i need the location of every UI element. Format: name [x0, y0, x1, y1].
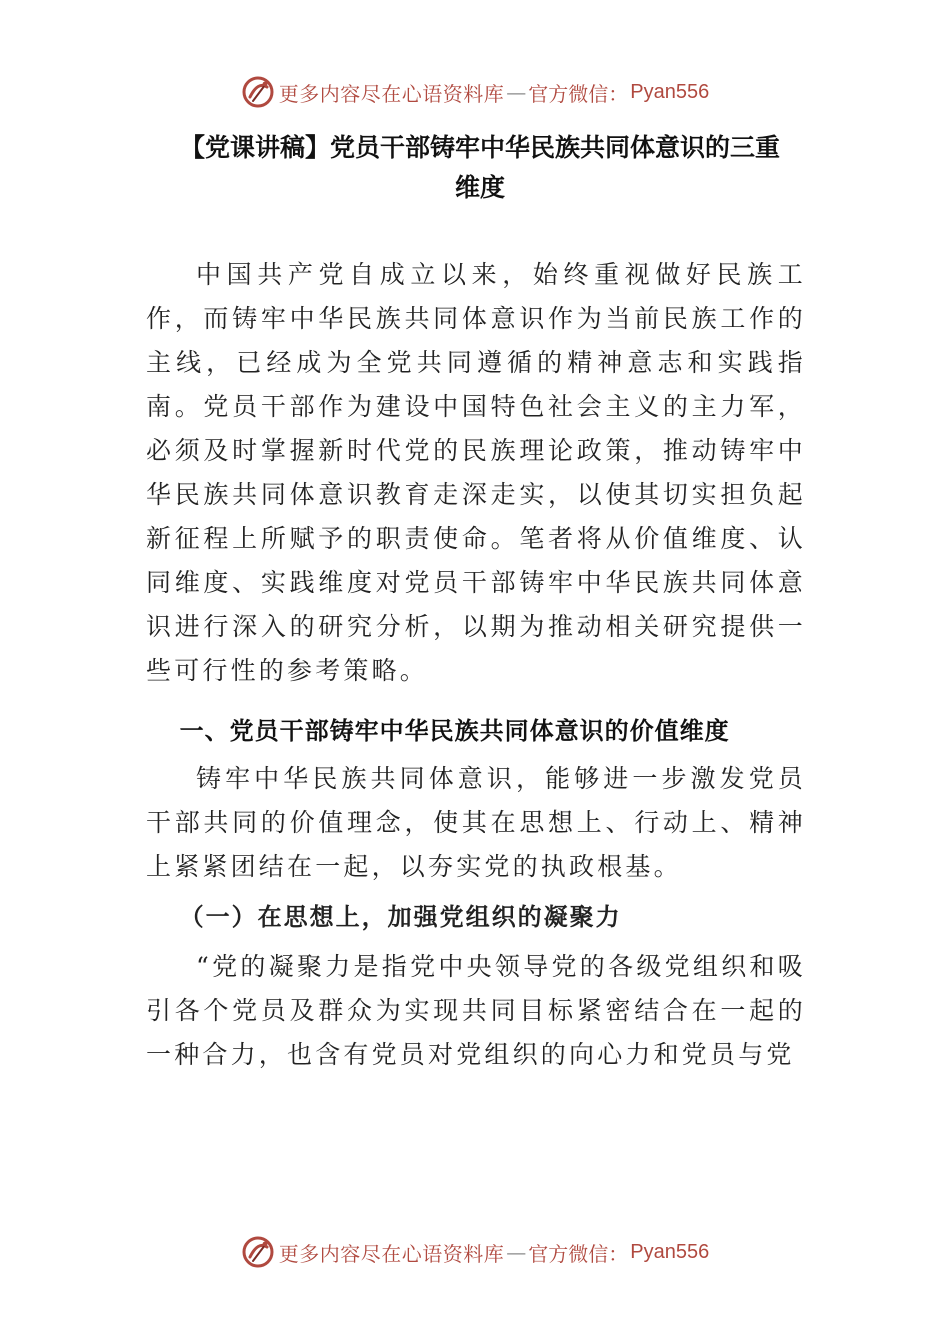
section-heading: 一、党员干部铸牢中华民族共同体意识的价值维度 — [179, 717, 730, 745]
banner-separator: — — [506, 80, 527, 104]
header-banner — [0, 72, 950, 112]
subsection-paragraph: “党的凝聚力是指党中央领导党的各级党组织和吸引各个党员及群众为实现共同目标紧密结合在一起的一种合力，也含有党员对党组织的向心力和党员与党 — [146, 952, 806, 1069]
banner-text: 更多内容尽在心语资料库 — [278, 1241, 505, 1266]
title-line-1: 【党课讲稿】党员干部铸牢中华民族共同体意识的三重 — [179, 133, 780, 162]
document-title — [140, 128, 820, 208]
subsection-heading: （一）在思想上，加强党组织的凝聚力 — [179, 902, 622, 931]
banner-account: Pyan556 — [630, 80, 710, 103]
banner-text: 更多内容尽在心语资料库 — [278, 81, 505, 106]
banner-separator: — — [506, 1240, 527, 1264]
title-line-2: 维度 — [454, 173, 505, 202]
document-body — [146, 253, 806, 1077]
section-paragraph: 铸牢中华民族共同体意识，能够进一步激发党员干部共同的价值理念，使其在思想上、行动上、精神上紧紧团结在一起，以夯实党的执政根基。 — [146, 764, 806, 881]
footer-banner — [0, 1232, 950, 1272]
banner-account: Pyan556 — [630, 1240, 710, 1263]
banner-wechat-label: 官方微信： — [528, 81, 629, 106]
red-circular-logo-icon — [241, 75, 275, 109]
red-circular-logo-icon — [241, 1235, 275, 1269]
banner-wechat-label: 官方微信： — [528, 1241, 629, 1266]
intro-paragraph: 中国共产党自成立以来，始终重视做好民族工作，而铸牢中华民族共同体意识作为当前民族工作的主线，已经成为全党共同遵循的精神意志和实践指南。党员干部作为建设中国特色社会主义的主力军，必须及时掌握新时代党的民族理论政策，推动铸牢中华民族共同体意识教育走深走实，以使其切实担负起新征程上所赋予的职责使命。笔者将从价值维度、认同维度、实践维度对党员干部铸牢中华民族共同体意识进行深入的研究分析，以期为推动相关研究提供一些可行性的参考策略。 — [146, 260, 806, 685]
